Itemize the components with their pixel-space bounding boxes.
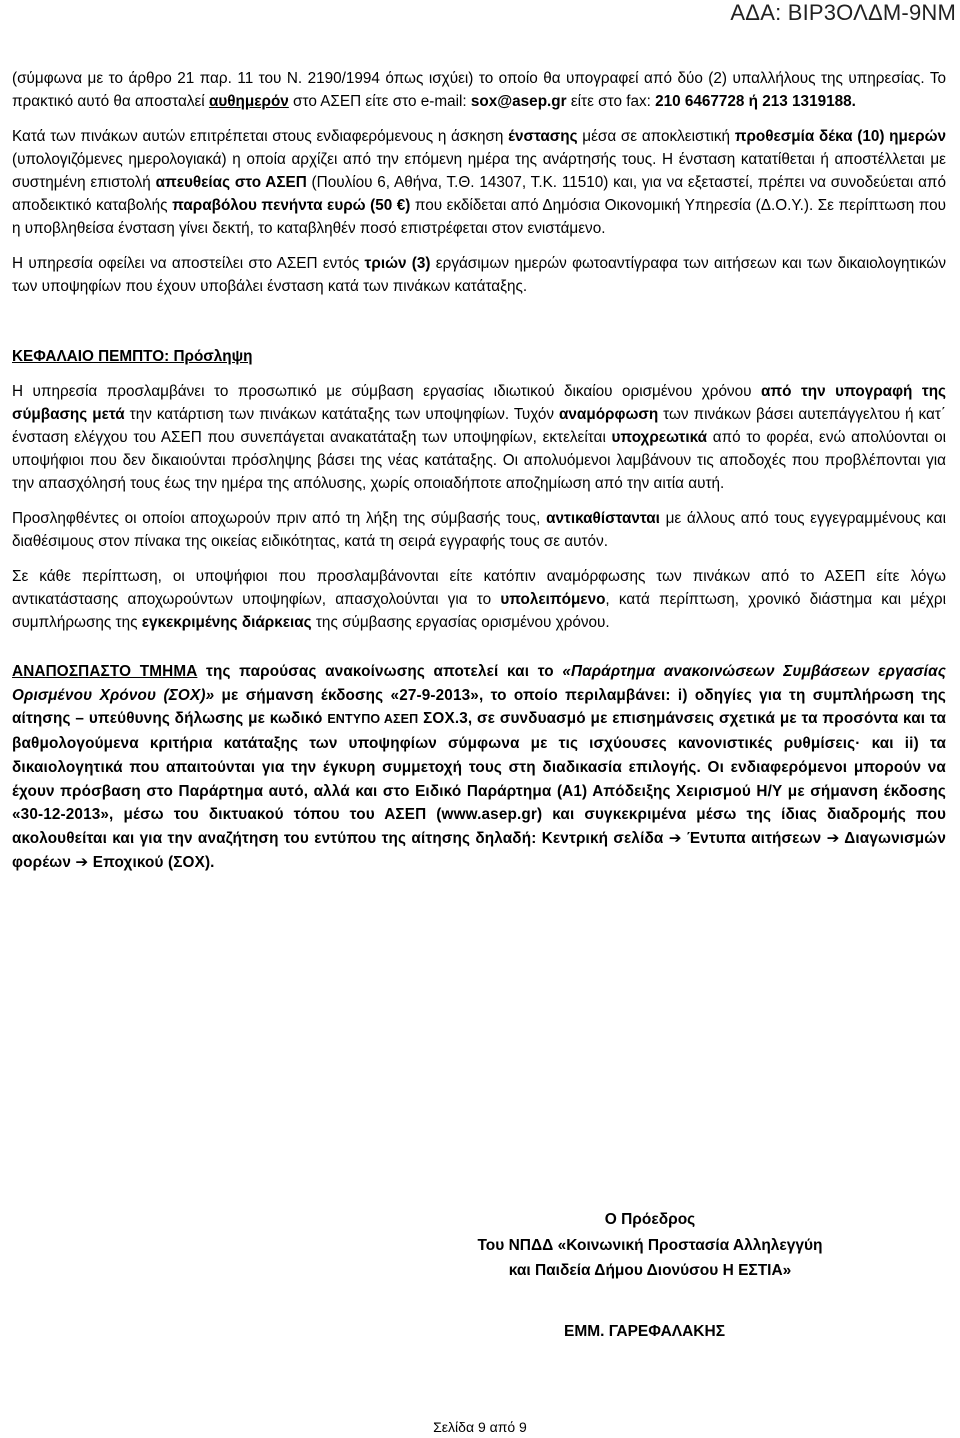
arrow-right-icon: ➔ xyxy=(75,853,89,871)
paragraph-replacement: Προσληφθέντες οι οποίοι αποχωρούν πριν από τη λήξη της σύμβασής τους, αντικαθίστανται με άλλους από τους εγγεγραμμένους και διαθέσιμους στον πίνακα της οικείας ειδικότητας, κατά τη σειρά εγγραφής τους σε αυτόν. xyxy=(12,510,947,550)
ada-code: ΑΔΑ: ΒΙΡ3ΟΛΔΜ-9ΝΜ xyxy=(730,0,956,25)
paragraph-minutes: (σύμφωνα με το άρθρο 21 παρ. 11 του Ν. 2190/1994 όπως ισχύει) το οποίο θα υπογραφεί από δύο (2) υπαλλήλους της υπηρεσίας. Το πρακτικό αυτό θα αποσταλεί αυθημερόν στο ΑΣΕΠ είτε στο e-mail: sox@asep.gr είτε στο fax: 210 6467728 ή 213 1319188. xyxy=(12,70,946,110)
signature-org-line1: Του ΝΠΔΔ «Κοινωνική Προστασία Αλληλεγγύη xyxy=(477,1236,823,1254)
document-body xyxy=(12,67,946,874)
paragraph-objection: Κατά των πινάκων αυτών επιτρέπεται στους ενδιαφερόμενους η άσκηση ένστασης μέσα σε αποκλειστική προθεσμία δέκα (10) ημερών (υπολογιζόμενες ημερολογιακά) η οποία αρχίζει από την επόμενη ημέρα της ανάρτησής τους. Η ένσταση κατατίθεται ή αποστέλλεται με συστημένη επιστολή απευθείας στο ΑΣΕΠ (Πουλίου 6, Αθήνα, Τ.Θ. 14307, Τ.Κ. 11510) και, για να εξεταστεί, πρέπει να συνοδεύεται από αποδεικτικό καταβολής παραβόλου πενήντα ευρώ (50 €) που εκδίδεται από Δημόσια Οικονομική Υπηρεσία (Δ.Ο.Υ.). Σε περίπτωση που η υποβληθείσα ένσταση γίνει δεκτή, το καταβληθέν ποσό επιστρέφεται στον ενιστάμενο. xyxy=(12,128,947,237)
arrow-right-icon: ➔ xyxy=(826,829,840,847)
signature-title: Ο Πρόεδρος xyxy=(604,1211,696,1228)
paragraph-hiring: Η υπηρεσία προσλαμβάνει το προσωπικό με σύμβαση εργασίας ιδιωτικού δικαίου ορισμένου χρόνου από την υπογραφή της σύμβασης μετά την κατάρτιση των πινάκων κατάταξης των υποψηφίων. Τυχόν αναμόρφωση των πινάκων βάσει αυτεπάγγελτου ή κατ΄ ένσταση ελέγχου του ΑΣΕΠ που συνεπάγεται ανακατάταξη των υποψηφίων, εκτελείται υποχρεωτικά από το φορέα, ενώ απολύονται οι υποψήφιοι που δεν δικαιούνται πρόσληψης βάσει της νέας κατάταξης. Οι απολυόμενοι λαμβάνουν τις αποδοχές που προβλέπονται για την απασχόλησή τους έως την ημέρα της απόλυσης, χωρίς οποιαδήποτε αποζημίωση από την αιτία αυτή. xyxy=(12,383,946,492)
arrow-right-icon: ➔ xyxy=(668,829,682,847)
page-number: Σελίδα 9 από 9 xyxy=(433,1419,527,1435)
paragraph-copies: Η υπηρεσία οφείλει να αποστείλει στο ΑΣΕΠ εντός τριών (3) εργάσιμων ημερών φωτοαντίγραφα των αιτήσεων και των δικαιολογητικών των υποψηφίων που έχουν υποβάλει ένσταση κατά των πινάκων κατάταξης. xyxy=(12,255,947,295)
chapter-heading: ΚΕΦΑΛΑΙΟ ΠΕΜΠΤΟ: Πρόσληψη xyxy=(12,348,253,365)
paragraph-duration: Σε κάθε περίπτωση, οι υποψήφιοι που προσλαμβάνονται είτε κατόπιν αναμόρφωσης των πινάκων από το ΑΣΕΠ είτε λόγω αντικατάστασης αποχωρούντων υποψηφίων, απασχολούνται για το υπολειπόμενο, κατά περίπτωση, χρονικό διάστημα και μέχρι συμπλήρωσης της εγκεκριμένης διάρκειας της σύμβασης εργασίας ορισμένου χρόνου. xyxy=(12,568,946,631)
signature-block xyxy=(440,1207,860,1284)
signer-name: ΕΜΜ. ΓΑΡΕΦΑΛΑΚΗΣ xyxy=(564,1323,725,1340)
paragraph-annex: ΑΝΑΠΟΣΠΑΣΤΟ ΤΜΗΜΑ της παρούσας ανακοίνωσης αποτελεί και το «Παράρτημα ανακοινώσεων Συμβάσεων εργασίας Ορισμένου Χρόνου (ΣΟΧ)» με σήμανση έκδοσης «27-9-2013», το οποίο περιλαμβάνει: i) οδηγίες για τη συμπλήρωση της αίτησης – υπεύθυνης δήλωσης με κωδικό ΕΝΤΥΠΟ ΑΣΕΠ ΣΟΧ.3, σε συνδυασμό με επισημάνσεις σχετικά με τα προσόντα και τα βαθμολογούμενα κριτήρια κατάταξης των υποψηφίων σύμφωνα με τις ισχύουσες κανονιστικές ρυθμίσεις· και ii) τα δικαιολογητικά που απαιτούνται για την έγκυρη συμμετοχή τους στη διαδικασία επιλογής. Οι ενδιαφερόμενοι μπορούν να έχουν πρόσβαση στο Παράρτημα αυτό, αλλά και στο Ειδικό Παράρτημα (Α1) Απόδειξης Χειρισμού Η/Υ με σήμανση έκδοσης «30-12-2013», μέσω του δικτυακού τόπου του ΑΣΕΠ (www.asep.gr) και συγκεκριμένα μέσω της ίδιας διαδρομής που ακολουθείται και για την αναζήτηση του εντύπου της αίτησης δηλαδή: Κεντρική σελίδα ➔ Έντυπα αιτήσεων ➔ Διαγωνισμών φορέων ➔ Εποχικού (ΣΟΧ). xyxy=(12,663,947,871)
signature-org-line2: και Παιδεία Δήμου Διονύσου Η ΕΣΤΙΑ» xyxy=(508,1262,792,1279)
